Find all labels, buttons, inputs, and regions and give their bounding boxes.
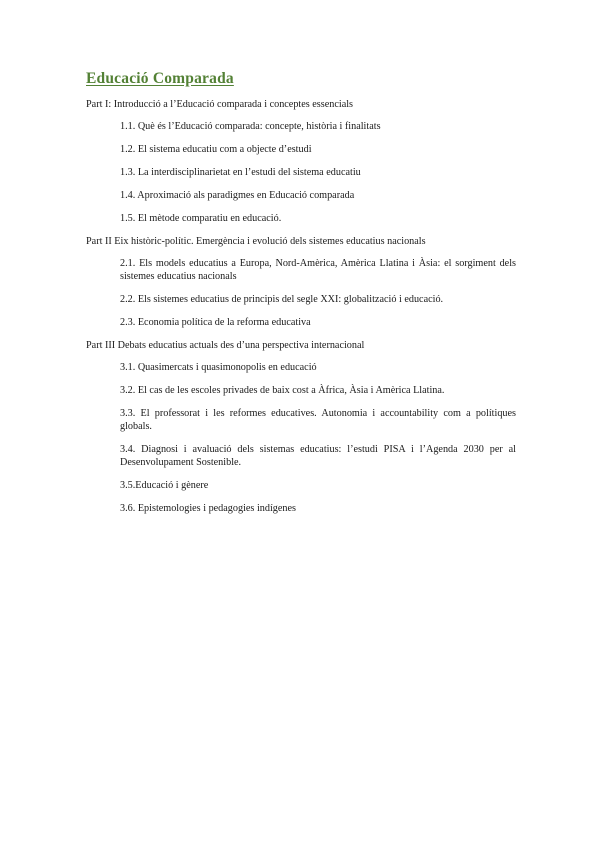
list-item: 1.4. Aproximació als paradigmes en Educació comparada <box>120 190 355 201</box>
list-item: 3.3. El professorat i les reformes educatives. Autonomia i accountability com a polítiques globals. <box>120 408 516 432</box>
list-item: 2.2. Els sistemes educatius de principis del segle XXI: globalització i educació. <box>120 294 444 305</box>
part-2-items <box>86 257 516 329</box>
part-heading: Part III Debats educatius actuals des d’una perspectiva internacional <box>86 340 365 351</box>
list-item: 3.4. Diagnosi i avaluació dels sistemas educatius: l’estudi PISA i l’Agenda 2030 per al Desenvolupament Sostenible. <box>120 444 516 468</box>
list-item: 3.6. Epistemologies i pedagogies indígenes <box>120 503 296 514</box>
list-item: 2.1. Els models educatius a Europa, Nord-Amèrica, Amèrica Llatina i Àsia: el sorgiment dels sistemes educatius nacionals <box>120 258 516 282</box>
document-page <box>86 70 516 525</box>
part-1-items <box>86 120 516 225</box>
list-item: 1.1. Què és l’Educació comparada: concepte, història i finalitats <box>120 121 381 132</box>
list-item: 3.1. Quasimercats i quasimonopolis en educació <box>120 362 317 373</box>
list-item: 3.5.Educació i gènere <box>120 480 209 491</box>
list-item: 2.3. Economia política de la reforma educativa <box>120 317 311 328</box>
list-item: 3.2. El cas de les escoles privades de baix cost a Àfrica, Àsia i Amèrica Llatina. <box>120 385 445 396</box>
part-1 <box>86 98 516 225</box>
part-3-items <box>86 361 516 515</box>
part-heading: Part I: Introducció a l’Educació comparada i conceptes essencials <box>86 99 354 110</box>
part-2 <box>86 235 516 329</box>
part-heading: Part II Eix històric-polític. Emergència i evolució dels sistemes educatius nacionals <box>86 236 426 247</box>
document-title: Educació Comparada <box>86 70 234 87</box>
list-item: 1.3. La interdisciplinarietat en l’estudi del sistema educatiu <box>120 167 361 178</box>
part-3 <box>86 339 516 515</box>
list-item: 1.2. El sistema educatiu com a objecte d’estudi <box>120 144 312 155</box>
list-item: 1.5. El mètode comparatiu en educació. <box>120 213 282 224</box>
